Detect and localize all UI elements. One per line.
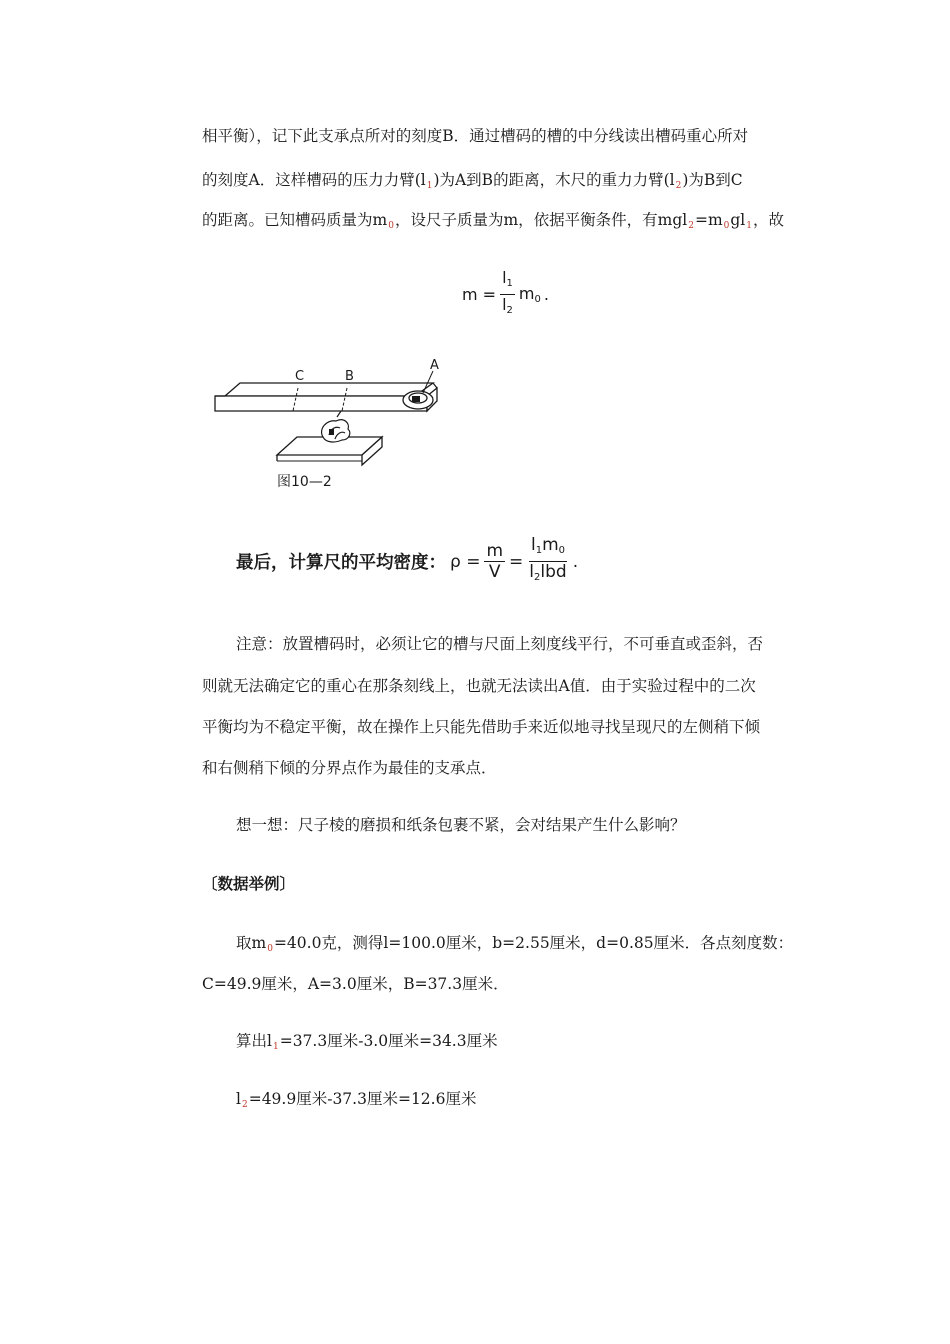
note-line4: 和右侧稍下倾的分界点作为最佳的支承点．: [202, 759, 497, 777]
subscript: 0: [723, 221, 730, 231]
eq-lhs: m =: [462, 285, 497, 304]
numerator: l1: [500, 269, 515, 295]
subscript: 0: [267, 944, 273, 954]
numerator: l1m0: [529, 536, 567, 562]
fraction-l1-l2: [500, 269, 515, 320]
text: )为A到B的距离，木尺的重力力臂(l: [433, 171, 675, 189]
calc-l1: [236, 1031, 498, 1057]
eq-end: .: [543, 285, 549, 304]
text: =49.9厘米-37.3厘米=12.6厘米: [248, 1090, 477, 1108]
fraction-density: [527, 536, 568, 587]
para1-line3: [202, 210, 784, 236]
subscript: 1: [426, 181, 433, 191]
hand: [322, 411, 350, 442]
note-line1: 注意：放置槽码时，必须让它的槽与尺面上刻度线平行，不可垂直或歪斜，否: [236, 635, 764, 653]
text: )为B到C: [682, 171, 743, 189]
subscript: 2: [688, 221, 694, 231]
subscript: 2: [675, 181, 682, 191]
subscript: 1: [746, 221, 752, 231]
label-b: B: [345, 369, 354, 384]
label-a: A: [430, 358, 439, 373]
equals: =: [509, 551, 524, 572]
para1-line2: [202, 170, 743, 196]
example-line2: C=49.9厘米，A=3.0厘米，B=37.3厘米．: [202, 975, 509, 993]
subscript: 0: [388, 221, 394, 231]
density-formula: [236, 536, 578, 587]
text: ，故: [753, 211, 785, 229]
section-heading: 〔数据举例〕: [202, 875, 296, 893]
mass-equation: [462, 269, 549, 320]
rho: ρ =: [450, 551, 481, 572]
text: 的刻度A．这样槽码的压力力臂(l: [202, 171, 426, 189]
pointer-a: [423, 371, 433, 393]
denominator: l2lbd: [529, 562, 567, 583]
figure-caption: 图10—2: [277, 474, 332, 490]
text: =40.0克，测得l=100.0厘米，b=2.55厘米，d=0.85厘米．各点刻度数：: [273, 934, 794, 952]
text: 算出l: [236, 1032, 272, 1050]
subscript: 1: [272, 1042, 279, 1052]
subscript: 2: [241, 1100, 248, 1110]
note-line3: 平衡均为不稳定平衡，故在操作上只能先借助手来近似地寻找呈现尺的左侧稍下倾: [202, 718, 761, 736]
para1-line1: 相平衡），记下此支承点所对的刻度B．通过槽码的槽的中分线读出槽码重心所对: [202, 127, 749, 145]
text: =m: [694, 211, 723, 229]
density-text: 最后，计算尺的平均密度：: [236, 553, 446, 573]
note-line2: 则就无法确定它的重心在那条刻线上，也就无法读出A值．由于实验过程中的二次: [202, 677, 756, 695]
text: =37.3厘米-3.0厘米=34.3厘米: [279, 1032, 498, 1050]
label-c: C: [295, 369, 305, 384]
slot-weight: [403, 391, 433, 409]
fraction-m-v: [484, 542, 505, 581]
text: 取m: [236, 934, 267, 952]
numerator: m: [486, 541, 504, 561]
text: gl: [730, 211, 746, 229]
eq-rhs: m0: [518, 284, 541, 305]
example-line1: [236, 933, 793, 959]
denominator: V: [488, 562, 501, 582]
calc-l2: [236, 1089, 476, 1115]
formula-end: .: [572, 551, 579, 572]
text: ，设尺子质量为m，依据平衡条件，有mgl: [394, 211, 688, 229]
think-question: 想一想：尺子棱的磨损和纸条包裹不紧，会对结果产生什么影响？: [236, 816, 686, 834]
denominator: l2: [502, 295, 513, 316]
text: l: [236, 1090, 241, 1108]
density-expression: [450, 536, 578, 587]
balance-figure: [205, 355, 465, 495]
text: 的距离。已知槽码质量为m: [202, 211, 388, 229]
